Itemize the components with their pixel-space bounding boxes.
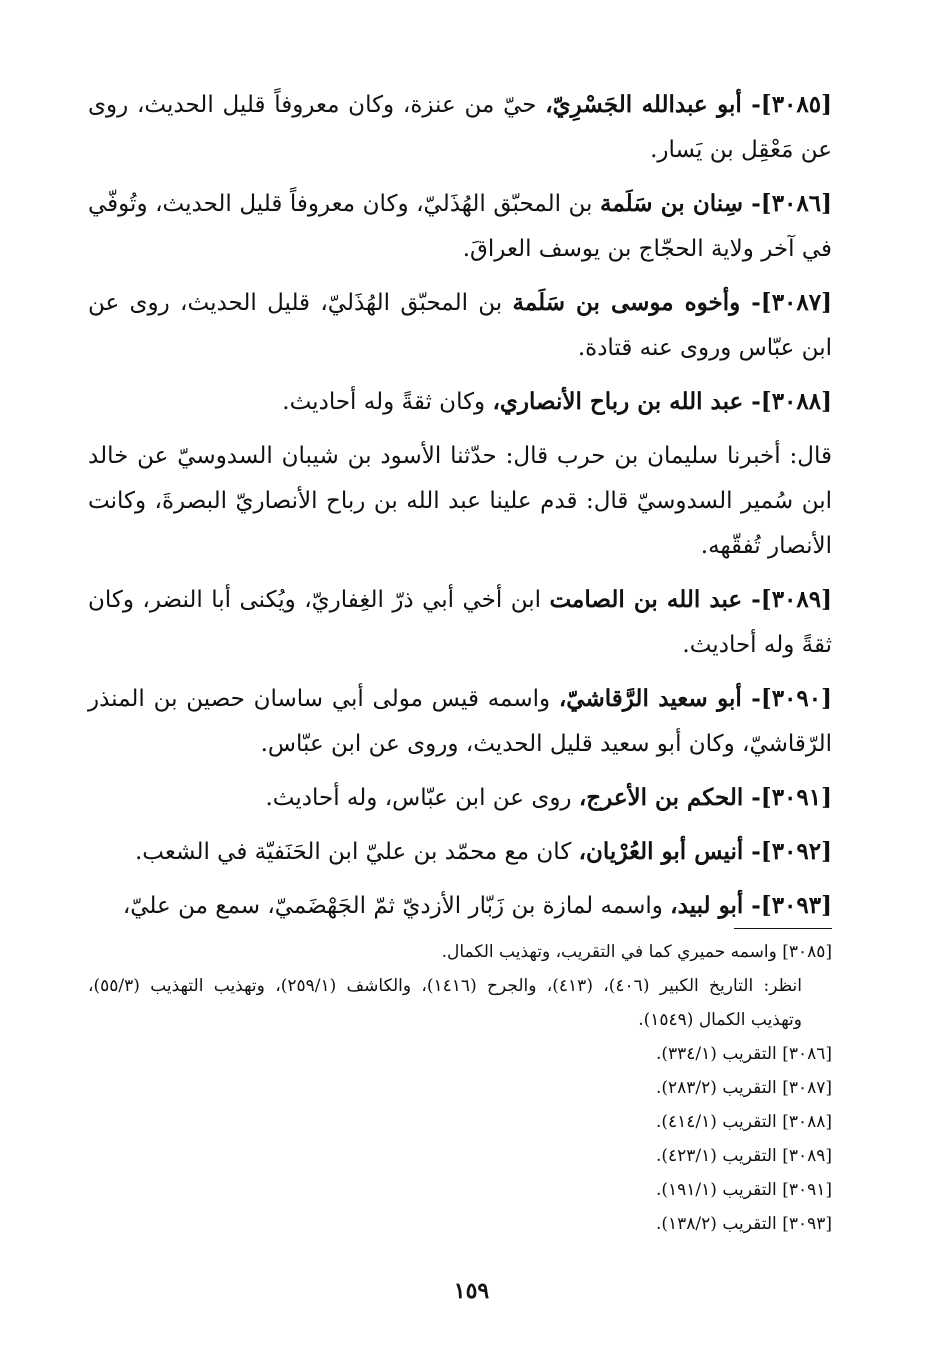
page-number: ١٥٩ bbox=[453, 1278, 490, 1304]
entry-name: - أبو عبدالله الجَسْرِيّ، bbox=[545, 91, 761, 118]
entry-3092 bbox=[88, 829, 832, 875]
footnote-number: [٣٠٨٦] bbox=[782, 1044, 832, 1064]
entry-number: [٣٠٩٠] bbox=[760, 685, 833, 712]
entry-name: - أنيس أبو العُرْيان، bbox=[578, 838, 761, 865]
footnote-number: [٣٠٩١] bbox=[782, 1180, 832, 1200]
footnote-text: التقريب (٢٨٣/٢). bbox=[655, 1078, 777, 1098]
entry-number: [٣٠٨٩] bbox=[760, 586, 832, 613]
entry-number: [٣٠٨٦] bbox=[760, 190, 832, 217]
footnote-number: [٣٠٨٧] bbox=[782, 1078, 832, 1098]
footnotes bbox=[88, 928, 832, 1241]
entry-text: بن المحبّق الهُذَليّ، وكان معروفاً قليل الحديث، وتُوفّي في آخر ولاية الحجّاج بن يوسف العراقَ. bbox=[88, 191, 832, 262]
footnote-3087 bbox=[88, 1071, 832, 1105]
entry-number: [٣٠٩١] bbox=[760, 784, 832, 811]
footnote-number: [٣٠٨٩] bbox=[782, 1146, 832, 1166]
entry-number: [٣٠٩٣] bbox=[760, 892, 832, 919]
entry-name: - سِنان بن سَلَمة bbox=[600, 190, 761, 217]
main-text bbox=[88, 82, 832, 937]
footnote-3091 bbox=[88, 1173, 832, 1207]
footnote-text: التقريب (١٩١/١). bbox=[655, 1180, 777, 1200]
footnote-3088 bbox=[88, 1105, 832, 1139]
entry-text: واسمه لمازة بن زَبّار الأزديّ ثمّ الجَهْضَميّ، سمع من عليّ، bbox=[122, 893, 663, 919]
footnote-3089 bbox=[88, 1139, 832, 1173]
entry-3088-narration bbox=[88, 433, 832, 569]
entry-name: - عبد الله بن رباح الأنصاري، bbox=[492, 388, 761, 415]
entry-number: [٣٠٨٧] bbox=[760, 289, 832, 316]
entry-number: [٣٠٩٢] bbox=[760, 838, 832, 865]
footnote-3086 bbox=[88, 1037, 832, 1071]
entry-3090 bbox=[88, 676, 832, 767]
entry-3087 bbox=[88, 280, 832, 371]
entry-3093 bbox=[88, 883, 832, 929]
entry-3089 bbox=[88, 577, 832, 668]
entry-text: روى عن ابن عبّاس، وله أحاديث. bbox=[265, 785, 572, 811]
footnote-text: التقريب (٣٣٤/١). bbox=[655, 1044, 777, 1064]
entry-name: - أبو لبيد، bbox=[670, 892, 761, 919]
entry-text: ابن أخي أبي ذرّ الغِفاريّ، ويُكنى أبا النضر، وكان ثقةً وله أحاديث. bbox=[88, 587, 832, 658]
footnote-text: التقريب (٤١٤/١). bbox=[655, 1112, 777, 1132]
entry-3086 bbox=[88, 181, 832, 272]
footnote-3093 bbox=[88, 1207, 832, 1241]
footnote-text: التقريب (٤٢٣/١). bbox=[655, 1146, 777, 1166]
entry-text: قال: أخبرنا سليمان بن حرب قال: حدّثنا الأسود بن شيبان السدوسيّ عن خالد ابن سُمير السدوسيّ قال: قدم علينا عبد الله بن رباح الأنصاريّ البصرةَ، وكانت الأنصار تُفقّهه. bbox=[88, 443, 832, 559]
footnote-number: [٣٠٨٥] bbox=[782, 942, 832, 962]
footnote-divider bbox=[734, 928, 832, 929]
entry-name: - أبو سعيد الرَّقاشيّ، bbox=[558, 685, 761, 712]
footnote-text: واسمه حميري كما في التقريب، وتهذيب الكمال. bbox=[441, 942, 777, 962]
entry-3085 bbox=[88, 82, 832, 173]
entry-text: حيّ من عنزة، وكان معروفاً قليل الحديث، روى عن مَعْقِل بن يَسار. bbox=[88, 92, 832, 163]
footnote-text: التقريب (١٣٨/٢). bbox=[655, 1214, 777, 1234]
entry-text: وكان ثقةً وله أحاديث. bbox=[282, 389, 486, 415]
entry-number: [٣٠٨٨] bbox=[760, 388, 832, 415]
entry-3091 bbox=[88, 775, 832, 821]
entry-3088 bbox=[88, 379, 832, 425]
entry-name: - وأخوه موسى بن سَلَمة bbox=[512, 289, 761, 316]
footnote-number: [٣٠٨٨] bbox=[782, 1112, 832, 1132]
footnote-3085-sources: انظر: التاريخ الكبير (٤٠٦)، (٤١٣)، والجرح (١٤١٦)، والكاشف (٢٥٩/١)، وتهذيب التهذيب (٥٥/٣)، وتهذيب الكمال (١٥٤٩). bbox=[88, 976, 803, 1030]
footnote-number: [٣٠٩٣] bbox=[782, 1214, 832, 1234]
entry-text: واسمه قيس مولى أبي ساسان حصين بن المنذر الرّقاشيّ، وكان أبو سعيد قليل الحديث، وروى عن ابن عبّاس. bbox=[88, 686, 832, 757]
entry-number: [٣٠٨٥] bbox=[760, 91, 832, 118]
entry-text: بن المحبّق الهُذَليّ، قليل الحديث، روى عن ابن عبّاس وروى عنه قتادة. bbox=[88, 290, 832, 361]
entry-name: - عبد الله بن الصامت bbox=[549, 586, 761, 613]
entry-name: - الحكم بن الأعرج، bbox=[578, 784, 761, 811]
entry-text: كان مع محمّد بن عليّ ابن الحَنَفيّة في الشعب. bbox=[134, 839, 572, 865]
footnote-3085 bbox=[88, 935, 832, 969]
